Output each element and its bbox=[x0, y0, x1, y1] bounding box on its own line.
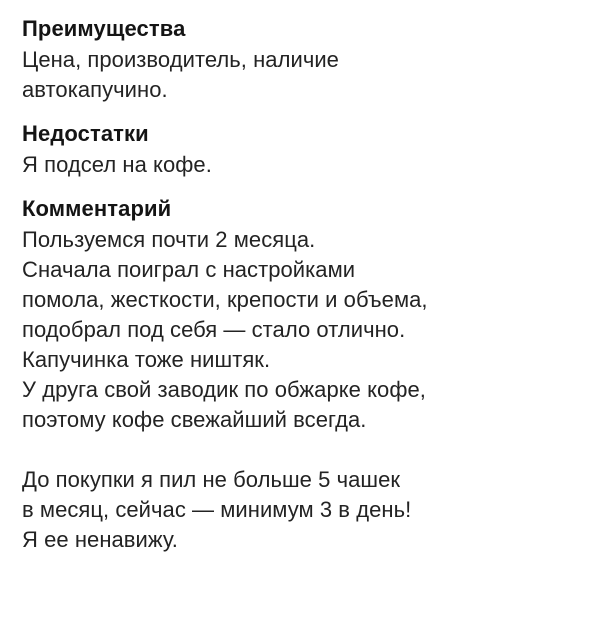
comment-line: подобрал под себя — стало отлично. bbox=[22, 317, 406, 342]
cons-text bbox=[22, 150, 578, 180]
comment-line: в месяц, сейчас — минимум 3 в день! bbox=[22, 497, 412, 522]
comment-line: У друга свой заводик по обжарке кофе, bbox=[22, 377, 426, 402]
pros-line: Цена, производитель, наличие bbox=[22, 47, 339, 72]
comment-line: Капучинка тоже ништяк. bbox=[22, 347, 271, 372]
cons-heading: Недостатки bbox=[22, 121, 149, 146]
review-section-comment bbox=[22, 194, 578, 555]
comment-line: До покупки я пил не больше 5 чашек bbox=[22, 467, 401, 492]
cons-line: Я подсел на кофе. bbox=[22, 152, 212, 177]
comment-heading: Комментарий bbox=[22, 196, 172, 221]
pros-text bbox=[22, 45, 578, 105]
pros-heading: Преимущества bbox=[22, 16, 186, 41]
comment-line: Пользуемся почти 2 месяца. bbox=[22, 227, 316, 252]
comment-line: Я ее ненавижу. bbox=[22, 527, 178, 552]
pros-line: автокапучино. bbox=[22, 77, 168, 102]
review-section-cons bbox=[22, 119, 578, 180]
comment-line: помола, жесткости, крепости и объема, bbox=[22, 287, 428, 312]
review-section-pros bbox=[22, 14, 578, 105]
comment-line: Сначала поиграл с настройками bbox=[22, 257, 356, 282]
comment-paragraph-break bbox=[22, 435, 578, 465]
comment-text bbox=[22, 225, 578, 555]
comment-line: поэтому кофе свежайший всегда. bbox=[22, 407, 367, 432]
